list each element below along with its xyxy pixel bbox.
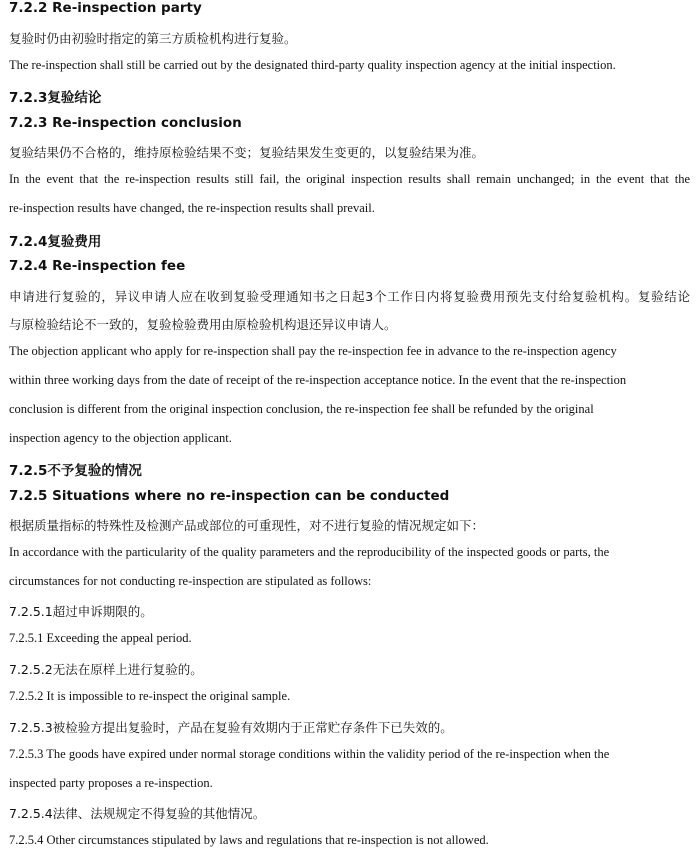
clause-7-2-5-2-cn: 7.2.5.2无法在原样上进行复验的。	[9, 662, 203, 677]
paragraph-en: within three working days from the date of receipt of the re-inspection acceptance notice. In the event that the re-inspection	[9, 373, 627, 387]
heading-7-2-2: 7.2.2 Re-inspection party	[9, 0, 202, 16]
heading-7-2-3-cn: 7.2.3复验结论	[9, 90, 102, 106]
paragraph-cn: 申请进行复验的，异议申请人应在收到复验受理通知书之日起3个工作日内将复验费用预先支付给复验机构。复验结论	[9, 289, 690, 304]
paragraph-en: re-inspection results have changed, the re-inspection results shall prevail.	[9, 201, 375, 215]
paragraph-cn: 复验结果仍不合格的，维持原检验结果不变；复验结果发生变更的，以复验结果为准。	[9, 145, 485, 160]
paragraph-en: inspection agency to the objection applicant.	[9, 431, 232, 445]
heading-7-2-4-cn: 7.2.4复验费用	[9, 234, 102, 250]
clause-7-2-5-1-en: 7.2.5.1 Exceeding the appeal period.	[9, 631, 192, 645]
clause-7-2-5-4-cn: 7.2.5.4法律、法规规定不得复验的其他情况。	[9, 806, 266, 821]
heading-7-2-3: 7.2.3 Re-inspection conclusion	[9, 115, 242, 131]
paragraph-cn: 复验时仍由初验时指定的第三方质检机构进行复验。	[9, 31, 297, 46]
paragraph-en: circumstances for not conducting re-inspection are stipulated as follows:	[9, 574, 372, 588]
clause-7-2-5-2-en: 7.2.5.2 It is impossible to re-inspect the original sample.	[9, 689, 291, 703]
heading-7-2-5-cn: 7.2.5不予复验的情况	[9, 463, 142, 479]
paragraph-en: The re-inspection shall still be carried out by the designated third-party quality inspection agency at the initial inspection.	[9, 58, 616, 72]
clause-7-2-5-1-cn: 7.2.5.1超过申诉期限的。	[9, 604, 153, 619]
paragraph-cn: 根据质量指标的特殊性及检测产品或部位的可重现性，对不进行复验的情况规定如下：	[9, 518, 485, 533]
paragraph-cn: 与原检验结论不一致的，复验检验费用由原检验机构退还异议申请人。	[9, 317, 397, 332]
clause-7-2-5-3-en-cont: inspected party proposes a re-inspection.	[9, 776, 213, 790]
heading-7-2-4: 7.2.4 Re-inspection fee	[9, 258, 186, 274]
paragraph-en: The objection applicant who apply for re-inspection shall pay the re-inspection fee in advance to the re-inspection agency	[9, 344, 617, 358]
heading-7-2-5: 7.2.5 Situations where no re-inspection can be conducted	[9, 488, 450, 504]
paragraph-en: conclusion is different from the original inspection conclusion, the re-inspection fee shall be refunded by the original	[9, 402, 594, 416]
clause-7-2-5-3-cn: 7.2.5.3被检验方提出复验时，产品在复验有效期内于正常贮存条件下已失效的。	[9, 720, 453, 735]
clause-7-2-5-4-en: 7.2.5.4 Other circumstances stipulated by laws and regulations that re-inspection is not allowed.	[9, 833, 489, 847]
clause-7-2-5-3-en: 7.2.5.3 The goods have expired under normal storage conditions within the validity period of the re-inspection when the	[9, 747, 610, 761]
paragraph-en: In accordance with the particularity of the quality parameters and the reproducibility of the inspected goods or parts, the	[9, 545, 610, 559]
paragraph-en: In the event that the re-inspection results still fail, the original inspection results shall remain unchanged; in the event that the	[9, 172, 690, 186]
